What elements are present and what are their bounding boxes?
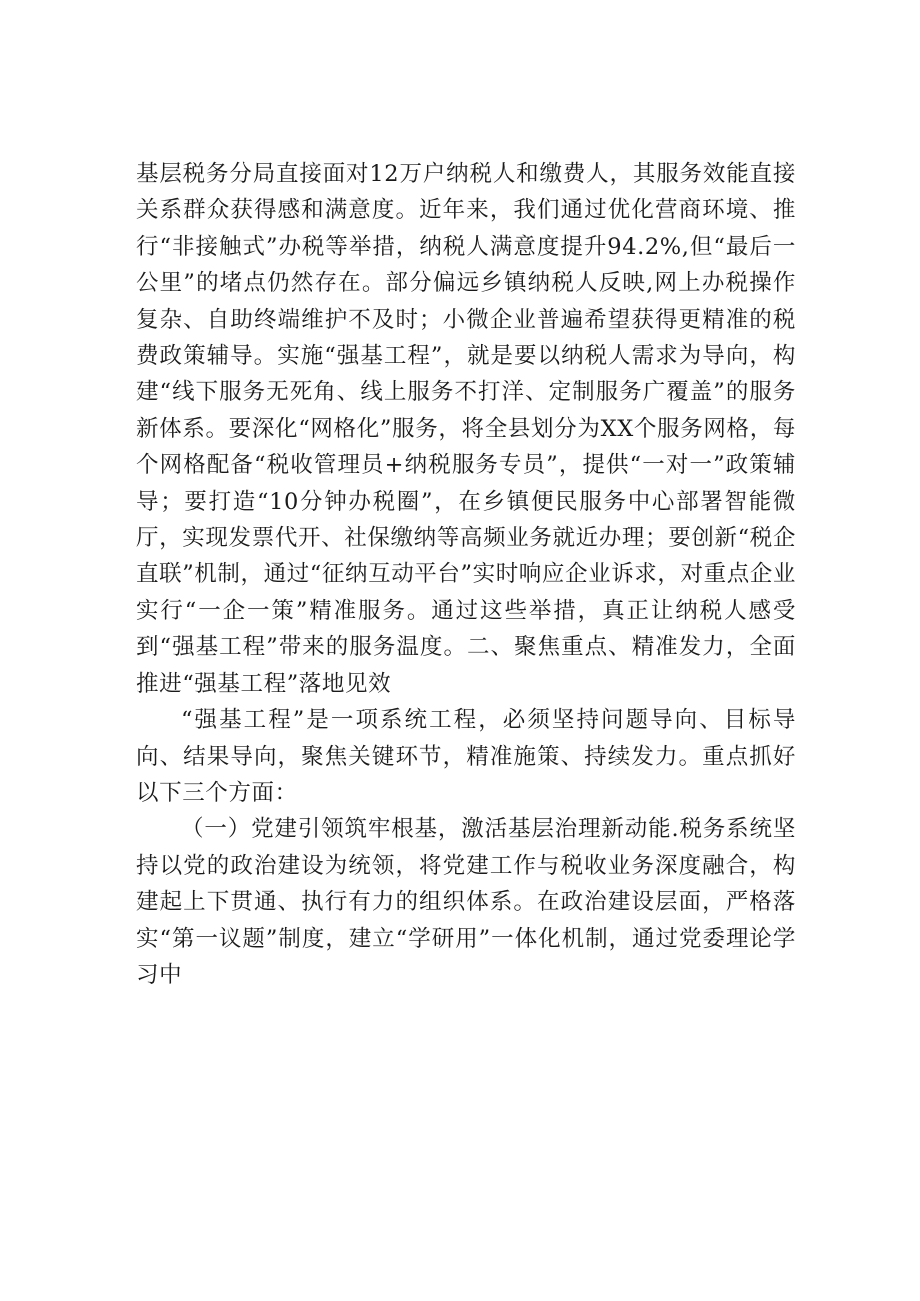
paragraph-systematic-project: “强基工程”是一项系统工程，必须坚持问题导向、目标导向、结果导向，聚焦关键环节，精准施策、持续发力。重点抓好以下三个方面： <box>136 707 796 806</box>
paragraph-service-system: 基层税务分局直接面对12万户纳税人和缴费人，其服务效能直接关系群众获得感和满意度。近年来，我们通过优化营商环境、推行“非接触式”办税等举措，纳税人满意度提升94.2%,但“最后一公里”的堵点仍然存在。部分偏远乡镇纳税人反映,网上办税操作复杂、自助终端维护不及时；小微企业普遍希望获得更精准的税费政策辅导。实施“强基工程”，就是要以纳税人需求为导向，构建“线下服务无死角、线上服务不打洋、定制服务广覆盖”的服务新体系。要深化“网格化”服务，将全县划分为XX个服务网格，每个网格配备“税收管理员+纳税服务专员”，提供“一对一”政策辅导；要打造“10分钟办税圈”，在乡镇便民服务中心部署智能微厅，实现发票代开、社保缴纳等高频业务就近办理；要创新“税企直联”机制，通过“征纳互动平台”实时响应企业诉求，对重点企业实行“一企一策”精准服务。通过这些举措，真正让纳税人感受到“强基工程”带来的服务温度。二、聚焦重点、精准发力，全面推进“强基工程”落地见效 <box>136 161 797 697</box>
paragraph-party-building: （一）党建引领筑牢根基，激活基层治理新动能.税务系统坚持以党的政治建设为统领，将党建工作与税收业务深度融合，构建起上下贯通、执行有力的组织体系。在政治建设层面，严格落实“第一议题”制度，建立“学研用”一体化机制，通过党委理论学习中 <box>136 816 796 988</box>
document-body <box>136 156 796 993</box>
